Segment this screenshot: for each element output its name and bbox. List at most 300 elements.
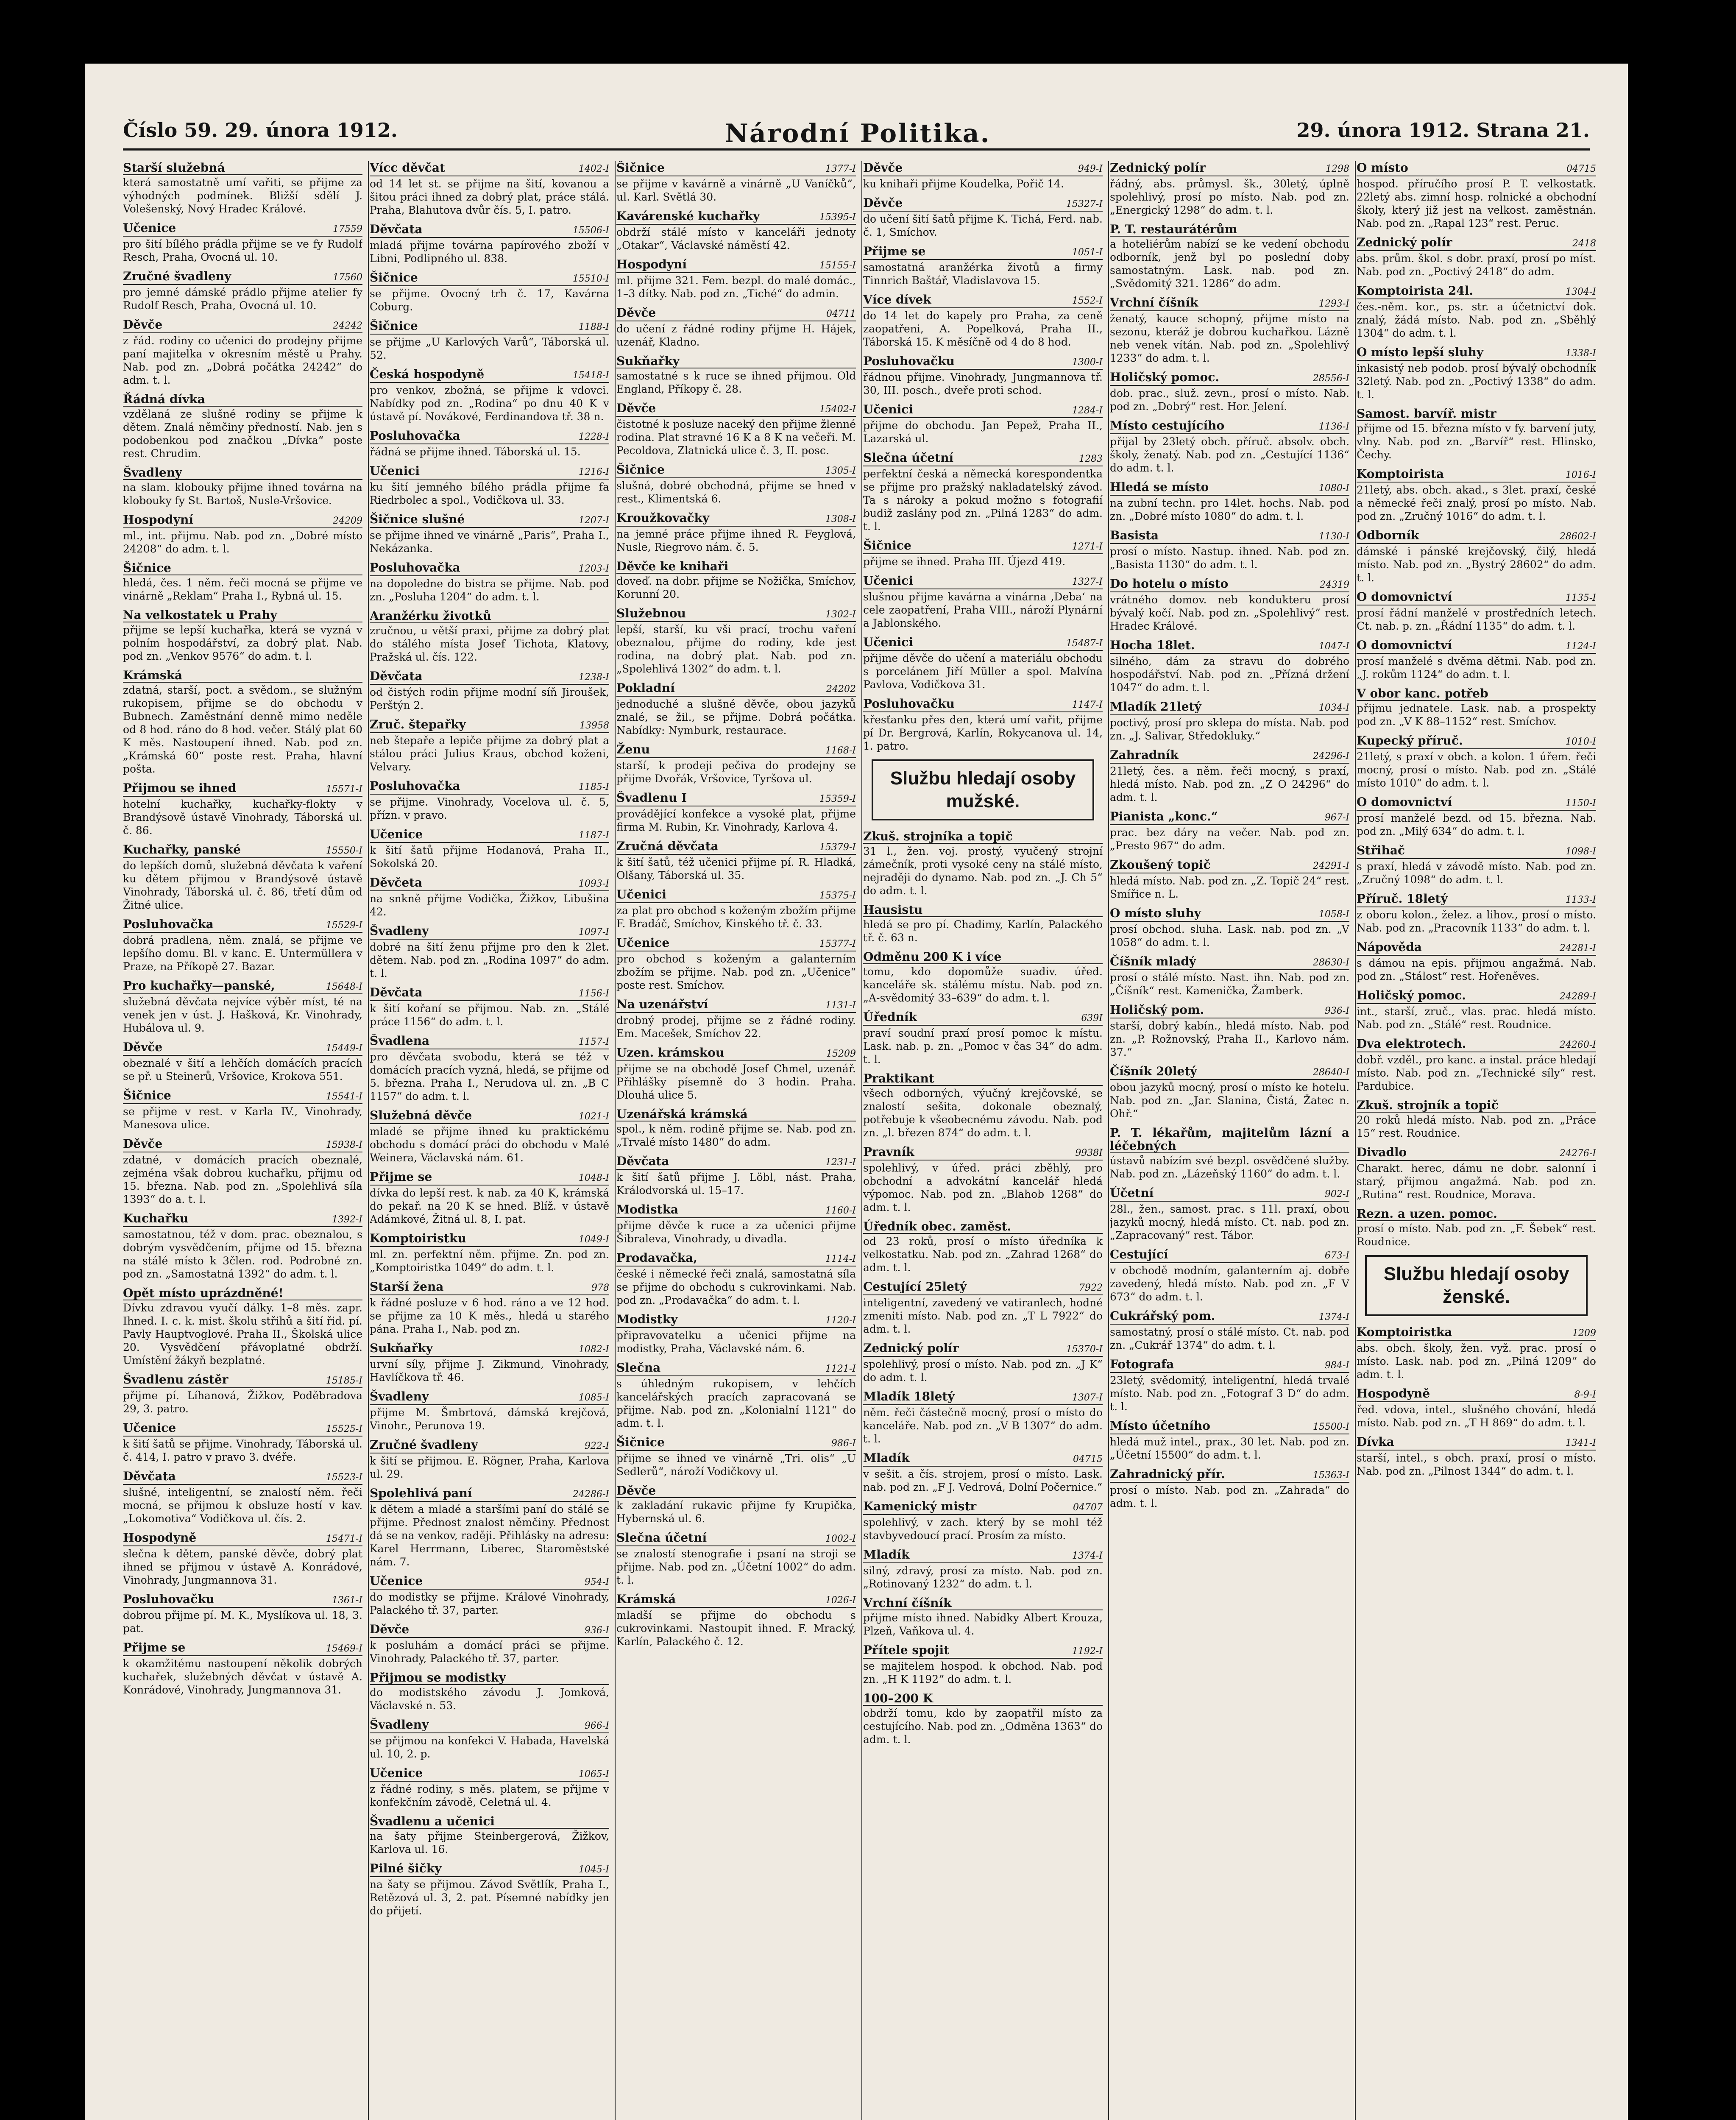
ad-heading bbox=[1357, 989, 1596, 1004]
ad-body: která samostatně umí vařiti, se přijme za výhodných podmínek. Bližší sdělí J. Volešenský, Nový Hradec Králové. bbox=[123, 176, 362, 215]
ad-heading bbox=[123, 669, 362, 683]
classified-ad bbox=[1110, 480, 1349, 523]
classified-ad bbox=[616, 1155, 856, 1197]
ad-body: vrátného domov. neb kondukteru prosí bývalý kočí. Nab. pod zn. „Spolehlivý“ rest. Hradec Králové. bbox=[1110, 594, 1349, 632]
ad-body: na šaty se přijmou. Závod Světlík, Praha I., Retězová ul. 3, 2. pat. Písemné nabídky jen do přijetí. bbox=[370, 1878, 609, 1917]
ad-title: Hospodyně bbox=[1357, 1386, 1430, 1400]
ad-heading bbox=[863, 574, 1103, 589]
ad-heading bbox=[370, 1342, 609, 1357]
ad-title: Spolehlivá paní bbox=[370, 1486, 472, 1500]
ad-body: se přijme „U Karlových Varů“, Táborská ul. 52. bbox=[370, 336, 609, 361]
ad-body: lepší, starší, ku vši prací, trochu vaření obeznalou, přijme do rodiny, kde jest rodina, na dobrý plat. Nab. pod zn. „Spolehlivá 1302“ do adm. t. l. bbox=[616, 623, 856, 675]
ad-body: obdrží tomu, kdo by zaopatřil místo za cestujícího. Nab. pod zn. „Odměna 1363“ do adm. t. l. bbox=[863, 1707, 1103, 1746]
ad-title: Švadleny bbox=[123, 466, 182, 480]
ad-code: 1228-I bbox=[578, 432, 609, 442]
classified-ad bbox=[123, 393, 362, 460]
ad-title: Modistky bbox=[616, 1312, 678, 1326]
classified-ad bbox=[863, 1010, 1103, 1066]
ad-code: 1341-I bbox=[1565, 1438, 1596, 1448]
classified-ad bbox=[370, 609, 609, 664]
classified-ad bbox=[1110, 529, 1349, 571]
ad-title: Zručné švadleny bbox=[123, 269, 231, 283]
ad-body: 23letý, svědomitý, inteligentní, hledá trvalé místo. Nab. pod zn. „Fotograf 3 D“ do adm. t. l. bbox=[1110, 1374, 1349, 1413]
ad-code: 15395-I bbox=[819, 212, 856, 223]
ad-body: do učení šití šatů přijme K. Tichá, Ferd. nab. č. 1, Smíchov. bbox=[863, 213, 1103, 238]
ad-title: Děvčata bbox=[370, 669, 423, 683]
ad-code: 9938I bbox=[1075, 1148, 1103, 1158]
ad-heading bbox=[370, 609, 609, 623]
classified-ad bbox=[616, 1361, 856, 1430]
ad-heading bbox=[123, 1531, 362, 1546]
ad-heading bbox=[123, 221, 362, 237]
ad-title: Děvčeta bbox=[370, 876, 423, 890]
classified-ad bbox=[863, 1220, 1103, 1274]
classified-ad bbox=[1357, 1207, 1596, 1248]
ad-code: 24286-I bbox=[572, 1489, 609, 1500]
classified-ad bbox=[863, 293, 1103, 349]
ad-code: 966-I bbox=[584, 1721, 609, 1731]
ad-title: Divadlo bbox=[1357, 1145, 1407, 1159]
ad-code: 28556-I bbox=[1312, 373, 1349, 384]
classified-ad bbox=[1357, 844, 1596, 886]
ad-title: Zruč. štepařky bbox=[370, 717, 466, 731]
ad-heading bbox=[616, 998, 856, 1013]
classified-ad bbox=[1110, 296, 1349, 365]
ad-heading bbox=[1110, 955, 1349, 970]
classified-ad bbox=[616, 1593, 856, 1648]
classified-ad bbox=[1357, 892, 1596, 934]
ad-title: Šičnice bbox=[123, 561, 171, 575]
ad-title: Posluhovačka bbox=[370, 779, 460, 793]
ad-body: zdatné, v domácích pracích obeznalé, zejména však dobrou kuchařku, přijmu od 15. března. Nab. pod zn. „Spolehlivá síla 1393“ do a. t. l. bbox=[123, 1154, 362, 1205]
ad-code: 1377-I bbox=[825, 164, 856, 174]
ad-body: pro šití bílého prádla přijme se ve fy Rudolf Resch, Praha, Ovocná ul. 10. bbox=[123, 238, 362, 263]
ad-code: 15550-I bbox=[326, 845, 362, 856]
ad-code: 15506-I bbox=[572, 225, 609, 236]
ad-code: 15541-I bbox=[326, 1091, 362, 1102]
classified-ad bbox=[1110, 419, 1349, 474]
ad-code: 24260-I bbox=[1559, 1040, 1596, 1050]
ad-title: O místo sluhy bbox=[1110, 906, 1201, 920]
column-divider bbox=[368, 161, 369, 2120]
ad-title: Přijme se bbox=[123, 1640, 186, 1654]
classified-ad bbox=[616, 463, 856, 505]
ad-title: Komptoirista 24l. bbox=[1357, 284, 1474, 298]
ad-title: Zahradník bbox=[1110, 748, 1179, 762]
classified-ad bbox=[863, 1643, 1103, 1686]
ad-code: 15402-I bbox=[819, 404, 856, 415]
ad-heading bbox=[370, 779, 609, 795]
ad-code: 8-9-I bbox=[1574, 1389, 1596, 1400]
ad-title: Číšník mladý bbox=[1110, 954, 1196, 968]
ad-body: řádnou přijme. Vinohrady, Jungmannova tř. 30, III. posch., dveře proti schod. bbox=[863, 371, 1103, 396]
ad-heading bbox=[616, 209, 856, 225]
ad-body: do 14 let do kapely pro Praha, za ceně zaopatřeni, A. Popelková, Praha II., Táborská 15. K měsíčně od 4 do 8 hod. bbox=[863, 310, 1103, 348]
issue-number-date: Číslo 59. 29. února 1912. bbox=[123, 119, 398, 142]
ad-code: 1136-I bbox=[1318, 421, 1349, 432]
ad-code: 1065-I bbox=[578, 1769, 609, 1780]
ad-heading bbox=[123, 1137, 362, 1152]
ad-title: Děvče bbox=[123, 318, 163, 332]
ad-body: za plat pro obchod s koženým zbožím přijme F. Bradáč, Smíchov, Kinského tř. č. 33. bbox=[616, 904, 856, 930]
ad-code: 15209 bbox=[826, 1049, 856, 1059]
classified-ad bbox=[863, 245, 1103, 287]
ad-heading bbox=[370, 924, 609, 940]
ad-title: Prodavačka, bbox=[616, 1251, 697, 1265]
ad-code: 17560 bbox=[333, 272, 362, 283]
ad-body: slušné, inteligentní, se znalostí něm. řeči mocná, se přijmou k obsluze hostí v kav. „Lokomotiva“ Vodičkova ul. čís. 2. bbox=[123, 1486, 362, 1525]
ad-code: 24209 bbox=[333, 516, 362, 526]
ad-body: se přijme v kavárně a vinárně „U Vaníčků“, ul. Karl. Světlá 30. bbox=[616, 178, 856, 203]
ad-heading bbox=[370, 1574, 609, 1590]
ad-heading bbox=[1357, 236, 1596, 251]
ad-code: 15500-I bbox=[1312, 1422, 1349, 1432]
ad-body: k zakladání rukavic přijme fy Krupička, Hybernská ul. 6. bbox=[616, 1499, 856, 1525]
classified-ad bbox=[123, 161, 362, 215]
ad-title: Přijmou se modistky bbox=[370, 1671, 506, 1685]
ad-title: Kuchařku bbox=[123, 1211, 189, 1225]
ad-code: 1058-I bbox=[1318, 909, 1349, 920]
ad-heading bbox=[370, 1438, 609, 1453]
ad-heading bbox=[370, 1109, 609, 1124]
ad-body: prosí řádní manželé v prostředních letech. Ct. nab. p. zn. „Řádní 1135“ do adm. t. l. bbox=[1357, 607, 1596, 632]
ad-heading bbox=[370, 161, 609, 176]
ad-heading bbox=[370, 669, 609, 685]
ad-title: Švadlenu I bbox=[616, 791, 687, 805]
classified-ad bbox=[1357, 346, 1596, 401]
ad-body: přijme M. Šmbrtová, dámská krejčová, Vinohr., Perunova 19. bbox=[370, 1406, 609, 1432]
ad-title: Modistka bbox=[616, 1202, 679, 1216]
classified-ad bbox=[1110, 858, 1349, 901]
classified-ad bbox=[370, 1342, 609, 1384]
newspaper-title: Národní Politika. bbox=[725, 119, 991, 148]
ad-title: Hocha 18let. bbox=[1110, 638, 1195, 652]
ad-body: k šití se přijmou. E. Rögner, Praha, Karlova ul. 29. bbox=[370, 1455, 609, 1480]
ad-heading bbox=[616, 306, 856, 321]
ad-body: inteligentní, zavedený ve vatiranlech, hodné zmeniti místo. Nab. pod zn. „T L 7922“ do adm. t. l. bbox=[863, 1297, 1103, 1335]
ad-heading bbox=[863, 950, 1103, 964]
ad-heading bbox=[863, 830, 1103, 844]
classified-ad bbox=[1110, 955, 1349, 997]
classified-ad bbox=[863, 903, 1103, 944]
ad-title: Fotografa bbox=[1110, 1357, 1174, 1371]
classified-ad bbox=[123, 1040, 362, 1083]
ad-heading bbox=[1110, 1126, 1349, 1153]
ad-heading bbox=[1110, 858, 1349, 873]
classified-ad bbox=[123, 669, 362, 775]
ad-title: Holičský pomoc. bbox=[1357, 988, 1466, 1002]
classified-ad bbox=[616, 306, 856, 349]
classified-ad bbox=[370, 561, 609, 603]
ad-body: na jemné práce přijme ihned R. Feyglová, Nusle, Riegrovo nám. č. 5. bbox=[616, 528, 856, 553]
classified-ad bbox=[370, 513, 609, 555]
ad-title: Děvče bbox=[616, 401, 656, 415]
ad-body: doveď. na dobr. přijme se Nožička, Smíchov, Korunní 20. bbox=[616, 575, 856, 600]
classified-ad bbox=[616, 998, 856, 1040]
ad-heading bbox=[863, 1010, 1103, 1026]
ad-body: tomu, kdo dopomůže suadiv. úřed. kanceláře sk. stálému místu. Nab. pod zn. „A-svědomitý 33–639“ do adm. t. l. bbox=[863, 965, 1103, 1004]
ad-code: 1147-I bbox=[1072, 700, 1103, 710]
ad-code: 28640-I bbox=[1312, 1067, 1349, 1078]
ad-title: Šičnice bbox=[370, 271, 418, 285]
ad-title: Učenici bbox=[370, 464, 420, 478]
ad-heading bbox=[123, 270, 362, 285]
ad-title: Učenici bbox=[863, 402, 913, 416]
classified-ad bbox=[370, 1034, 609, 1103]
ad-body: spolehlivý, v zach. který by se mohl též stavbyvedoucí prací. Prosím za místo. bbox=[863, 1516, 1103, 1542]
ad-body: z řádné rodiny, s měs. platem, se přijme v konfekčním závodě, Celetná ul. 4. bbox=[370, 1783, 609, 1808]
ad-heading bbox=[370, 1170, 609, 1186]
ad-body: z řád. rodiny co učenici do prodejny přijme paní majitelka v okresním městě u Prahy. Nab. pod zn. „Dobrá počátka 24242“ do adm. t. l. bbox=[123, 335, 362, 386]
ad-heading bbox=[863, 636, 1103, 651]
ad-heading bbox=[863, 403, 1103, 418]
ad-heading bbox=[1110, 480, 1349, 496]
classified-ad bbox=[370, 464, 609, 507]
ad-title: Samost. barvíř. mistr bbox=[1357, 407, 1496, 421]
ad-title: Učenici bbox=[863, 574, 913, 588]
section-banner: Službu hledají osoby ženské. bbox=[1365, 1255, 1588, 1316]
ad-heading bbox=[863, 1500, 1103, 1515]
classified-ad bbox=[1110, 1419, 1349, 1462]
classified-ad bbox=[616, 1436, 856, 1478]
ad-body: samostatné s k ruce se ihned přijmou. Old England, Příkopy č. 28. bbox=[616, 370, 856, 395]
ad-title: Zednický polír bbox=[1110, 161, 1206, 175]
ad-title: Na velkostatek u Prahy bbox=[123, 608, 277, 622]
ad-heading bbox=[616, 840, 856, 855]
ad-body: z oboru kolon., želez. a lihov., prosí o místo. Nab. pod zn. „Pracovník 1133“ do adm. t. l. bbox=[1357, 909, 1596, 934]
ad-body: hledá, čes. 1 něm. řeči mocná se přijme ve vinárně „Reklam“ Praha I., Rybná ul. 15. bbox=[123, 577, 362, 602]
ad-body: do lepších domů, služebná děvčata k vaření ku dětem přijmou v Brandýsově ústavě Vinohrady, Táborská ul. č. 86, třetí dům od Žitné ulice. bbox=[123, 859, 362, 911]
classified-ad bbox=[616, 161, 856, 204]
ad-heading bbox=[1357, 529, 1596, 544]
ad-code: 15379-I bbox=[819, 842, 856, 853]
ad-code: 1085-I bbox=[578, 1392, 609, 1403]
ad-title: Zednický polír bbox=[863, 1341, 959, 1355]
ad-title: Děvče bbox=[863, 161, 903, 175]
ad-body: k šití šatů přijme Hodanová, Praha II., Sokolská 20. bbox=[370, 844, 609, 870]
ad-body: k šití kořaní se přijmou. Nab. zn. „Stálé práce 1156“ do adm. t. l. bbox=[370, 1002, 609, 1028]
ad-code: 1010-I bbox=[1565, 736, 1596, 747]
ad-code: 13958 bbox=[580, 720, 609, 731]
ad-heading bbox=[616, 354, 856, 368]
classified-ad bbox=[123, 513, 362, 555]
ad-title: Šičnice bbox=[370, 319, 418, 333]
ad-heading bbox=[123, 1421, 362, 1437]
ad-title: Odborník bbox=[1357, 528, 1419, 542]
ad-code: 15185-I bbox=[326, 1375, 362, 1386]
ad-body: služebná děvčata nejvíce výběr míst, té na venek jen v úst. J. Hašková, Kr. Vinohrady, Hubálova ul. 9. bbox=[123, 996, 362, 1034]
classified-ad bbox=[616, 1251, 856, 1307]
classified-ad bbox=[123, 918, 362, 973]
ad-body: Charakt. herec, dámu ne dobr. salonní i starý, přijmou angažmá. Nab. pod zn. „Rutina“ rest. Roudnice, Morava. bbox=[1357, 1162, 1596, 1201]
ad-body: se přijme v rest. v Karla IV., Vinohrady, Manesova ulice. bbox=[123, 1105, 362, 1131]
ad-title: Učenice bbox=[123, 221, 176, 235]
ad-body: přijme od 15. března místo v fy. barvení juty, vlny. Nab. pod zn. „Barvíř“ rest. Hlinsko, Čechy. bbox=[1357, 422, 1596, 461]
ad-title: Šičnice bbox=[616, 161, 665, 175]
ad-body: hledá muž intel., prax., 30 let. Nab. pod zn. „Účetní 15500“ do adm. t. l. bbox=[1110, 1436, 1349, 1461]
ad-body: hospod. příručího prosí P. T. velkostatk. 22letý abs. zimní hosp. rolnické a obchodní školy, který již jest na velkost. zaměstnán. Nab. pod zn. „Rapal 123“ rest. Peruc. bbox=[1357, 178, 1596, 229]
ad-body: křesťanku přes den, která umí vařit, přijme pí Dr. Bergrová, Karlín, Rokycanova ul. 14, 1. patro. bbox=[863, 714, 1103, 752]
classified-ad bbox=[1357, 407, 1596, 461]
ad-heading bbox=[1357, 687, 1596, 701]
ad-title: Dva elektrotech. bbox=[1357, 1037, 1466, 1051]
ad-heading bbox=[1357, 639, 1596, 654]
ad-heading bbox=[1357, 1099, 1596, 1113]
column-1 bbox=[123, 161, 362, 2120]
ad-body: abs. prům. škol. s dobr. praxí, prosí po míst. Nab. pod zn. „Poctivý 2418“ do adm. bbox=[1357, 252, 1596, 278]
classified-ad bbox=[370, 1671, 609, 1712]
ad-heading bbox=[370, 561, 609, 576]
ad-title: Uzenářská krámská bbox=[616, 1107, 748, 1121]
ad-code: 1114-I bbox=[825, 1254, 856, 1264]
ad-body: řed. vdova, intel., slušného chování, hledá místo. Nab. pod zn. „T H 869“ do adm. t. l. bbox=[1357, 1403, 1596, 1429]
ad-heading bbox=[616, 463, 856, 478]
ad-body: dobrá pradlena, něm. znalá, se přijme ve lepšího domu. Bl. v kanc. E. Untermüllera v Praze, na Příkopě 27. Bazar. bbox=[123, 934, 362, 973]
ad-heading bbox=[370, 1718, 609, 1733]
ad-code: 15648-I bbox=[326, 982, 362, 992]
ad-body: k okamžitému nastoupení několik dobrých kuchařek, služebných děvčat v ústavě A. Konrádové, Vinohrady, Jungmannova 31. bbox=[123, 1657, 362, 1696]
ad-body: na slam. klobouky přijme ihned továrna na klobouky fy St. Bartoš, Nusle-Vršovice. bbox=[123, 481, 362, 507]
ad-title: Učenice bbox=[370, 1574, 423, 1588]
ad-title: Místo účetního bbox=[1110, 1419, 1210, 1433]
ad-body: mladá přijme továrna papírového zboží v Libni, Podlipného ul. 838. bbox=[370, 239, 609, 265]
ad-code: 2418 bbox=[1572, 238, 1596, 249]
ad-title: O místo bbox=[1357, 161, 1408, 175]
ad-title: Posluhovačku bbox=[863, 697, 955, 711]
classified-ad bbox=[370, 986, 609, 1028]
classified-ad bbox=[863, 1342, 1103, 1384]
ad-title: Děvče bbox=[123, 1137, 163, 1151]
ad-body: k posluhám a domácí práci se přijme. Vinohrady, Palackého tř. 37, parter. bbox=[370, 1639, 609, 1665]
ad-code: 15375-I bbox=[819, 890, 856, 901]
classified-ad bbox=[616, 681, 856, 737]
ad-body: k dětem a mladé a staršími paní do stálé se přijme. Přednost znalost němčiny. Přednost dá se na venkov, raději. Přihlásky na adresu: Karel Herrmann, Liberec, Staroměstské nám. 7. bbox=[370, 1503, 609, 1568]
classified-ad bbox=[1357, 590, 1596, 633]
ad-body: se přijmou na konfekci V. Habada, Havelská ul. 10, 2. p. bbox=[370, 1735, 609, 1760]
ad-body: spolehlivý, v úřed. práci zběhlý, pro obchodní a advokátní kancelář hledá výpomoc. Nab. pod zn. „Blahob 1268“ do adm. t. l. bbox=[863, 1162, 1103, 1213]
classified-ad bbox=[370, 1390, 609, 1432]
ad-code: 15510-I bbox=[572, 273, 609, 284]
ad-body: zručnou, u větší praxi, přijme za dobrý plat do stálého místa Josef Tichota, Klatovy, Pražská ul. čís. 122. bbox=[370, 625, 609, 663]
ad-heading bbox=[1110, 529, 1349, 544]
ad-title: Aranžérku životků bbox=[370, 609, 492, 623]
ad-body: do učení z řádné rodiny přijme H. Hájek, uzenář, Kladno. bbox=[616, 323, 856, 348]
ad-heading bbox=[616, 402, 856, 417]
ad-code: 1293-I bbox=[1318, 298, 1349, 309]
classified-ad bbox=[123, 1137, 362, 1206]
classified-ad bbox=[123, 1641, 362, 1696]
ad-title: Zkuš. strojník a topič bbox=[1357, 1098, 1499, 1112]
classified-ad bbox=[1357, 467, 1596, 523]
ad-body: silného, dám za stravu do dobrého hospodářství. Nab. pod zn. „Přízná držení 1047“ do adm. t. l. bbox=[1110, 655, 1349, 694]
ad-heading bbox=[123, 318, 362, 333]
ad-heading bbox=[370, 1623, 609, 1638]
ad-title: O domovnictví bbox=[1357, 795, 1452, 809]
classified-ad bbox=[123, 1593, 362, 1635]
ad-heading bbox=[863, 161, 1103, 176]
ad-body: 21letý, čes. a něm. řeči mocný, s praxí, hledá místo. Nab. pod zn. „Z O 24296“ do adm. t. l. bbox=[1110, 765, 1349, 803]
ad-code: 1298 bbox=[1326, 164, 1349, 174]
ad-title: Účetní bbox=[1110, 1186, 1154, 1200]
classified-ad bbox=[123, 781, 362, 837]
classified-ad bbox=[370, 718, 609, 773]
ad-body: přijme se ihned. Praha III. Újezd 419. bbox=[863, 555, 1066, 568]
classified-ad bbox=[123, 221, 362, 264]
classified-ad bbox=[370, 779, 609, 822]
ad-code: 15359-I bbox=[819, 794, 856, 804]
ad-code: 15571-I bbox=[326, 784, 362, 795]
ad-title: Přítele spojit bbox=[863, 1643, 950, 1657]
column-divider bbox=[1355, 161, 1356, 2120]
classified-ad bbox=[616, 840, 856, 882]
ad-code: 04711 bbox=[826, 309, 856, 319]
ad-body: ženatý, kauce schopný, přijme místo na sezonu, kteráž je dobrou kuchařkou. Lázně neb venek vítán. Nab. pod zn. „Spolehlivý 1233“ do adm. t. l. bbox=[1110, 312, 1349, 364]
ad-body: od 14 let st. se přijme na šití, kovanou a šitou práci ihned za dobrý plat, práce stálá. Praha, Blahutova dvůr čís. 5, I. patro. bbox=[370, 178, 609, 216]
ad-body: v obchodě modním, galanterním aj. dobře zavedený, hledá místo. Nab. pod zn. „F V 673“ do adm. t. l. bbox=[1110, 1264, 1349, 1303]
ad-heading bbox=[1110, 1419, 1349, 1434]
ad-title: Cestující bbox=[1110, 1247, 1168, 1261]
ad-heading bbox=[863, 1145, 1103, 1160]
ad-body: prosí obchod. sluha. Lask. nab. pod zn. „V 1058“ do adm. t. l. bbox=[1110, 923, 1349, 948]
classified-ad bbox=[123, 1212, 362, 1280]
ad-code: 15938-I bbox=[326, 1140, 362, 1150]
ad-body: čistotné k posluze naceký den přijme žlenné rodina. Plat stravné 16 K a 8 K na večeři. M. Pecoldova, Zlatnická ulice č. 3, II. posc. bbox=[616, 418, 856, 457]
ad-heading bbox=[123, 161, 362, 175]
ad-title: Zahradnický přír. bbox=[1110, 1467, 1225, 1481]
ad-code: 1187-I bbox=[578, 830, 609, 841]
ad-title: Praktikant bbox=[863, 1071, 934, 1085]
ad-code: 15487-I bbox=[1066, 638, 1103, 649]
classified-ad bbox=[1110, 907, 1349, 949]
ad-title: Sukňařky bbox=[616, 354, 680, 368]
ad-code: 1305-I bbox=[825, 466, 856, 476]
ad-code: 978 bbox=[591, 1283, 609, 1293]
ad-code: 1192-I bbox=[1072, 1646, 1103, 1657]
column-5 bbox=[1110, 161, 1349, 2120]
ad-title: Číšník 20letý bbox=[1110, 1064, 1197, 1078]
ad-code: 1133-I bbox=[1565, 895, 1596, 905]
ad-heading bbox=[370, 828, 609, 843]
ad-body: dob. prac., služ. zevn., prosí o místo. Nab. pod zn. „Dobrý“ rest. Hor. Jelení. bbox=[1110, 387, 1349, 413]
ad-heading bbox=[1110, 371, 1349, 386]
ad-body: prosí o stálé místo. Nast. ihn. Nab. pod zn. „Číšník“ rest. Kamenička, Žamberk. bbox=[1110, 971, 1349, 997]
classified-ad bbox=[863, 354, 1103, 397]
ad-body: dobré na šití ženu přijme pro den k 2let. dětem. Nab. pod zn. „Rodina 1097“ do adm. t. l. bbox=[370, 941, 609, 979]
ad-heading bbox=[123, 393, 362, 407]
ad-body: na dopoledne do bistra se přijme. Nab. pod zn. „Posluha 1204“ do adm. t. l. bbox=[370, 577, 609, 603]
classified-ad bbox=[123, 466, 362, 507]
ad-heading bbox=[616, 791, 856, 806]
ad-heading bbox=[370, 876, 609, 891]
classified-ad bbox=[370, 368, 609, 423]
classified-ad bbox=[1357, 795, 1596, 838]
classified-ad bbox=[863, 1596, 1103, 1637]
ad-title: Zkuš. strojníka a topič bbox=[863, 829, 1013, 843]
classified-ad bbox=[1110, 1126, 1349, 1180]
ad-title: Učenice bbox=[370, 827, 423, 841]
ad-code: 1188-I bbox=[578, 322, 609, 332]
classified-ad bbox=[123, 1531, 362, 1587]
ad-code: 1049-I bbox=[578, 1234, 609, 1245]
classified-ad bbox=[370, 1815, 609, 1856]
ad-title: Švadleny bbox=[370, 1718, 429, 1732]
classified-ad bbox=[863, 950, 1103, 1004]
ad-heading bbox=[1357, 844, 1596, 859]
ad-title: Uzen. krámskou bbox=[616, 1046, 724, 1060]
ad-body: čes.-něm. kor., ps. str. a účetnictví dok. znalý, žádá místo. Nab. pod zn. „Sběhlý 1304“ do adm. t. l. bbox=[1357, 301, 1596, 339]
ad-title: Zručné švadleny bbox=[370, 1438, 478, 1452]
ad-heading bbox=[123, 466, 362, 480]
